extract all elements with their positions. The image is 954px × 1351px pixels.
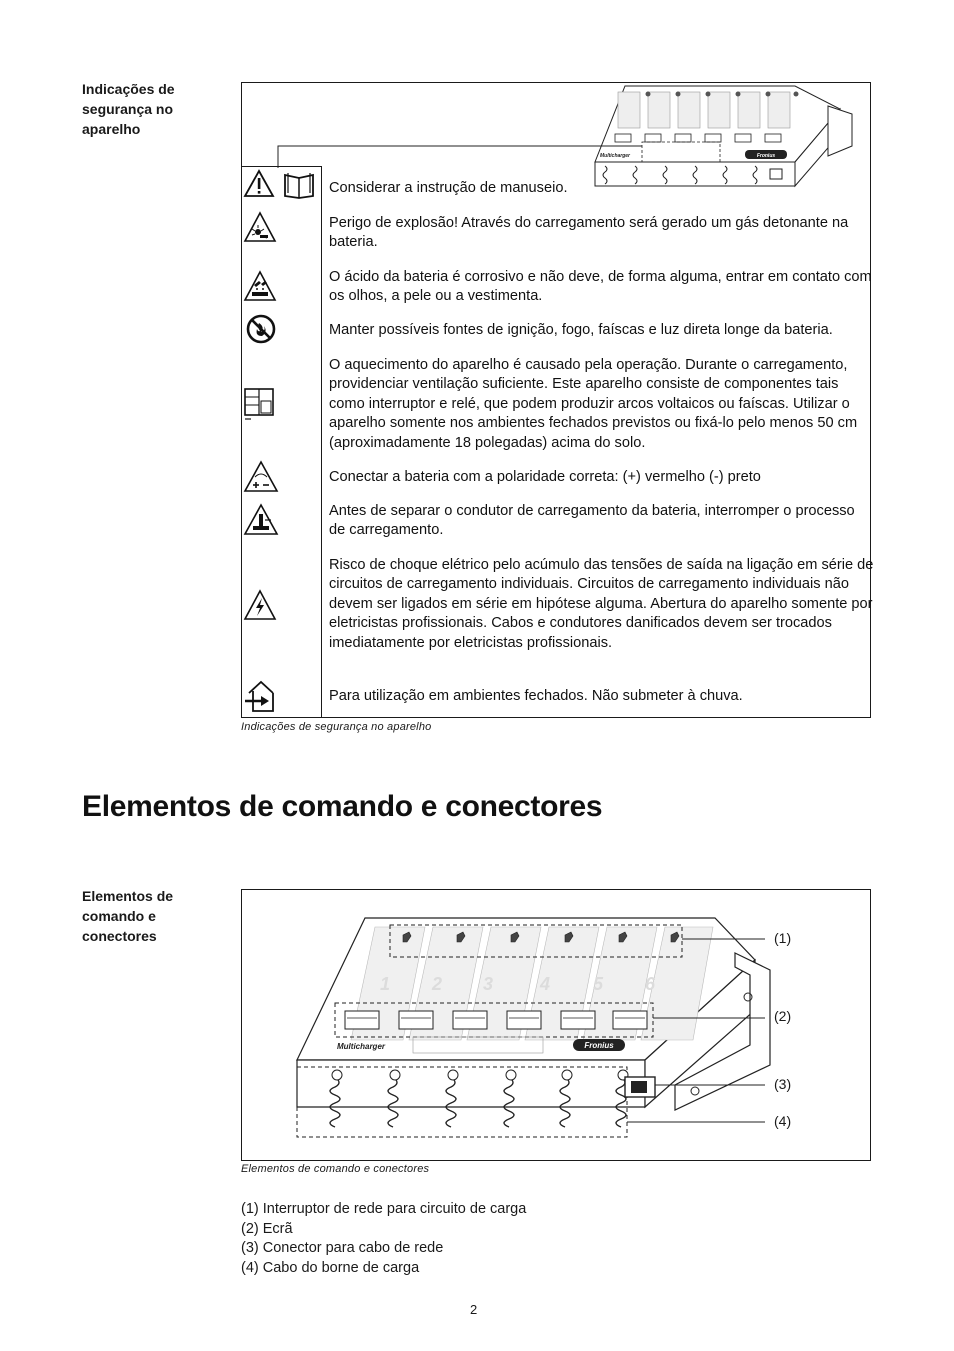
page-title: Elementos de comando e conectores bbox=[82, 790, 603, 823]
warning-manual-icon bbox=[243, 169, 319, 199]
legend-item-3: (3) Conector para cabo de rede bbox=[241, 1240, 444, 1256]
display-4 bbox=[507, 1011, 541, 1029]
indoor-use-icon bbox=[243, 679, 279, 715]
display-1 bbox=[345, 1011, 379, 1029]
safety-text-indoor: Para utilização em ambientes fechados. Não submeter à chuva. bbox=[329, 688, 743, 704]
callout-4: (4) bbox=[774, 1113, 792, 1129]
device-illustration bbox=[295, 915, 775, 1145]
device-thumbnail-brand: Fronius bbox=[756, 153, 776, 159]
section-heading-safety: Indicações de segurança no aparelho bbox=[82, 81, 175, 137]
safety-text-polarity: Conectar a bateria com a polaridade correta: (+) vermelho (-) preto bbox=[329, 469, 761, 485]
display-2 bbox=[399, 1011, 433, 1029]
safety-text-ventilation: O aquecimento do aparelho é causado pela operação. Durante o carregamento, providenciar ventilação suficiente. Este aparelho consiste de componentes tais como interruptor e relé, que podem produzir arcos voltaicos ou faíscas. Utilizar o aparelho somente nos ambientes fechados previstos ou fixá-lo pelo menos 50 cm (aproximadamente 18 polegadas) acima do solo. bbox=[329, 357, 858, 451]
slot-number-6: 6 bbox=[645, 974, 656, 994]
legend-item-4: (4) Cabo do borne de carga bbox=[241, 1259, 420, 1276]
corrosive-icon bbox=[243, 270, 277, 302]
callout-3: (3) bbox=[774, 1076, 792, 1092]
ventilation-icon bbox=[243, 387, 277, 421]
safety-text-corrosive: O ácido da bateria é corrosivo e não deve, de forma alguma, entrar em contato com os olhos, a pele ou a vestimenta. bbox=[329, 269, 872, 305]
disconnect-icon bbox=[243, 503, 279, 537]
icon-column bbox=[241, 166, 322, 718]
callout-2: (2) bbox=[774, 1008, 792, 1024]
display-6 bbox=[613, 1011, 647, 1029]
no-fire-icon bbox=[244, 313, 278, 345]
display-5 bbox=[561, 1011, 595, 1029]
display-3 bbox=[453, 1011, 487, 1029]
brand-logo-text: Fronius bbox=[584, 1041, 614, 1050]
legend-item-2: (2) Ecrã bbox=[241, 1220, 293, 1237]
electric-shock-icon bbox=[243, 589, 277, 621]
device-model-label: Multicharger bbox=[337, 1042, 386, 1051]
legend-item-1: (1) Interruptor de rede para circuito de carga bbox=[241, 1201, 527, 1217]
polarity-icon bbox=[243, 460, 279, 494]
slot-number-3: 3 bbox=[483, 974, 494, 994]
figure-caption-controls: Elementos de comando e conectores bbox=[241, 1163, 430, 1175]
device-thumbnail bbox=[560, 84, 860, 194]
section-heading-controls: Elementos de comando e conectores bbox=[82, 888, 174, 944]
slot-number-2: 2 bbox=[432, 974, 443, 994]
safety-text-shock: Risco de choque elétrico pelo acúmulo das tensões de saída na ligação em série de circuitos de carregamento individuais. Circuitos de carregamento individuais não devem ser ligados em série em hipótese alguma. Abertura do aparelho somente por eletricistas profissionais. Cabos e condutores danificados devem ser trocados imediatamente por eletricistas profissionais. bbox=[329, 557, 874, 651]
slot-number-5: 5 bbox=[593, 974, 604, 994]
slot-number-1: 1 bbox=[380, 974, 391, 994]
safety-text-no-fire: Manter possíveis fontes de ignição, fogo, faíscas e luz direta longe da bateria. bbox=[329, 322, 833, 338]
safety-text-manual: Considerar a instrução de manuseio. bbox=[329, 180, 568, 196]
slot-number-4: 4 bbox=[540, 974, 551, 994]
legend-list bbox=[241, 1200, 526, 1278]
safety-text-disconnect: Antes de separar o condutor de carregamento da bateria, interromper o processo de carregamento. bbox=[329, 503, 855, 539]
page-number: 2 bbox=[470, 1302, 478, 1317]
figure-caption-safety: Indicações de segurança no aparelho bbox=[241, 721, 432, 733]
device-leader-line bbox=[270, 140, 650, 170]
device-thumbnail-label: Multicharger bbox=[600, 153, 631, 159]
callout-1: (1) bbox=[774, 930, 792, 946]
explosion-icon bbox=[243, 211, 277, 243]
safety-text-explosion: Perigo de explosão! Através do carregamento será gerado um gás detonante na bateria. bbox=[329, 215, 849, 251]
